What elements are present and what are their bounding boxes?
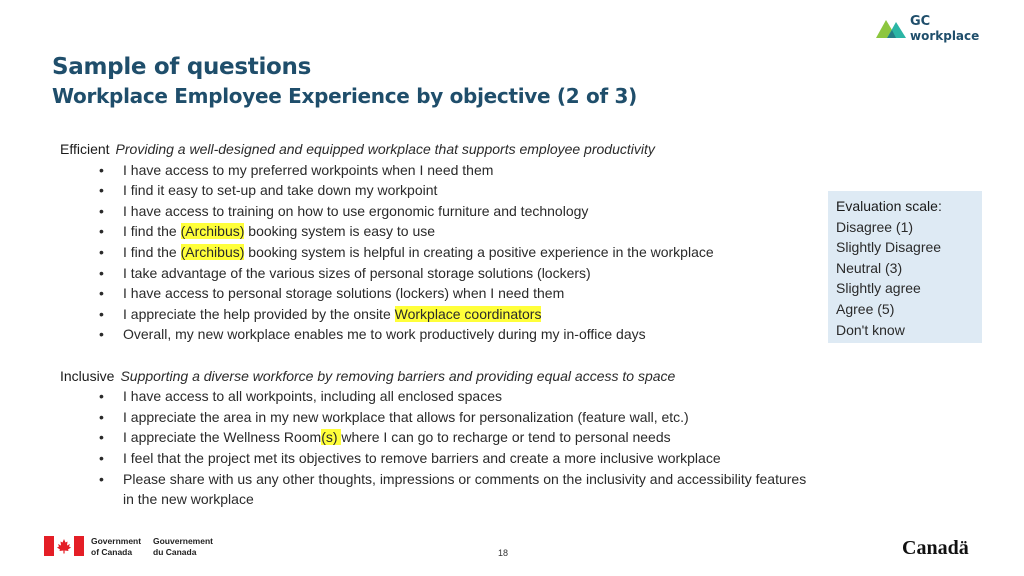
question-item bbox=[60, 427, 810, 448]
highlighted-text: Workplace coordinators bbox=[394, 305, 542, 322]
section-description: Providing a well-designed and equipped workplace that supports employee productivity bbox=[115, 141, 655, 157]
question-text: where I can go to recharge or tend to personal needs bbox=[341, 429, 671, 446]
logo-text-line1: GC bbox=[910, 14, 931, 29]
gc-workplace-logo-text bbox=[910, 15, 979, 43]
canada-flag-icon bbox=[44, 536, 84, 556]
evaluation-scale-box bbox=[828, 191, 982, 343]
section-spacer bbox=[60, 345, 810, 366]
question-item bbox=[60, 242, 810, 263]
question-text: I feel that the project met its objectives to remove barriers and create a more inclusive workplace bbox=[123, 449, 721, 466]
question-text: I find it easy to set-up and take down my workpoint bbox=[123, 182, 438, 199]
question-item bbox=[60, 283, 810, 304]
question-text: I appreciate the Wellness Room bbox=[123, 429, 322, 446]
question-item bbox=[60, 304, 810, 325]
question-item bbox=[60, 221, 810, 242]
gov-en-line2: of Canada bbox=[91, 547, 133, 557]
question-item bbox=[60, 263, 810, 284]
question-item bbox=[60, 386, 810, 407]
section-heading bbox=[60, 366, 810, 387]
page-subtitle: Workplace Employee Experience by objective (2 of 3) bbox=[52, 84, 638, 108]
highlighted-text: (s) bbox=[321, 429, 342, 446]
gov-fr-line1: Gouvernement bbox=[153, 536, 213, 546]
section-name: Efficient bbox=[60, 141, 110, 157]
scale-option: Agree (5) bbox=[836, 300, 895, 317]
highlighted-text: (Archibus) bbox=[180, 223, 245, 240]
scale-option: Slightly agree bbox=[836, 280, 921, 297]
gov-en-line1: Government bbox=[91, 536, 142, 546]
question-item bbox=[60, 324, 810, 345]
question-item bbox=[60, 201, 810, 222]
scale-option: Slightly Disagree bbox=[836, 239, 942, 256]
question-text: I appreciate the help provided by the onsite bbox=[123, 305, 395, 322]
gc-workplace-logo-icon bbox=[874, 14, 908, 42]
section-description: Supporting a diverse workforce by removing barriers and providing equal access to space bbox=[120, 367, 676, 384]
section-name: Inclusive bbox=[60, 367, 115, 384]
question-text: I take advantage of the various sizes of personal storage solutions (lockers) bbox=[123, 264, 591, 281]
question-text: Please share with us any other thoughts, impressions or comments on the inclusivity and accessibility features in the new workplace bbox=[123, 470, 807, 508]
question-item bbox=[60, 180, 810, 201]
gc-workplace-logo bbox=[874, 14, 984, 46]
question-text: I have access to my preferred workpoints when I need them bbox=[123, 161, 494, 178]
page-title: Sample of questions bbox=[52, 54, 311, 80]
question-text: I appreciate the area in my new workplace that allows for personalization (feature wall, etc.) bbox=[123, 408, 689, 425]
question-text: Overall, my new workplace enables me to work productively during my in-office days bbox=[123, 326, 646, 343]
question-item bbox=[60, 448, 810, 469]
section-efficient bbox=[60, 139, 810, 345]
page-number: 18 bbox=[498, 548, 509, 558]
section-inclusive bbox=[60, 366, 810, 510]
scale-option: Don't know bbox=[836, 321, 905, 338]
question-text: I have access to all workpoints, including all enclosed spaces bbox=[123, 388, 502, 405]
gov-fr-line2: du Canada bbox=[153, 547, 197, 557]
question-item bbox=[60, 160, 810, 181]
title-block bbox=[52, 52, 637, 110]
question-text: booking system is easy to use bbox=[244, 223, 436, 240]
question-text: I find the bbox=[123, 223, 181, 240]
question-list bbox=[60, 160, 810, 345]
question-list bbox=[60, 386, 810, 510]
highlighted-text: (Archibus) bbox=[180, 243, 245, 260]
government-of-canada-en bbox=[91, 536, 141, 558]
evaluation-scale-title: Evaluation scale: bbox=[836, 198, 942, 214]
canada-wordmark: Canadä bbox=[902, 537, 969, 559]
question-text: I have access to training on how to use ergonomic furniture and technology bbox=[123, 202, 589, 219]
question-item bbox=[60, 469, 810, 510]
section-heading bbox=[60, 139, 810, 160]
scale-option: Disagree (1) bbox=[836, 218, 914, 235]
question-text: I find the bbox=[123, 243, 181, 260]
logo-text-line2: workplace bbox=[910, 29, 980, 43]
scale-option: Neutral (3) bbox=[836, 259, 903, 276]
question-item bbox=[60, 407, 810, 428]
question-text: booking system is helpful in creating a positive experience in the workplace bbox=[244, 243, 714, 260]
gouvernement-du-canada-fr bbox=[153, 536, 213, 558]
question-text: I have access to personal storage solutions (lockers) when I need them bbox=[123, 285, 565, 302]
questions-content bbox=[60, 139, 810, 510]
